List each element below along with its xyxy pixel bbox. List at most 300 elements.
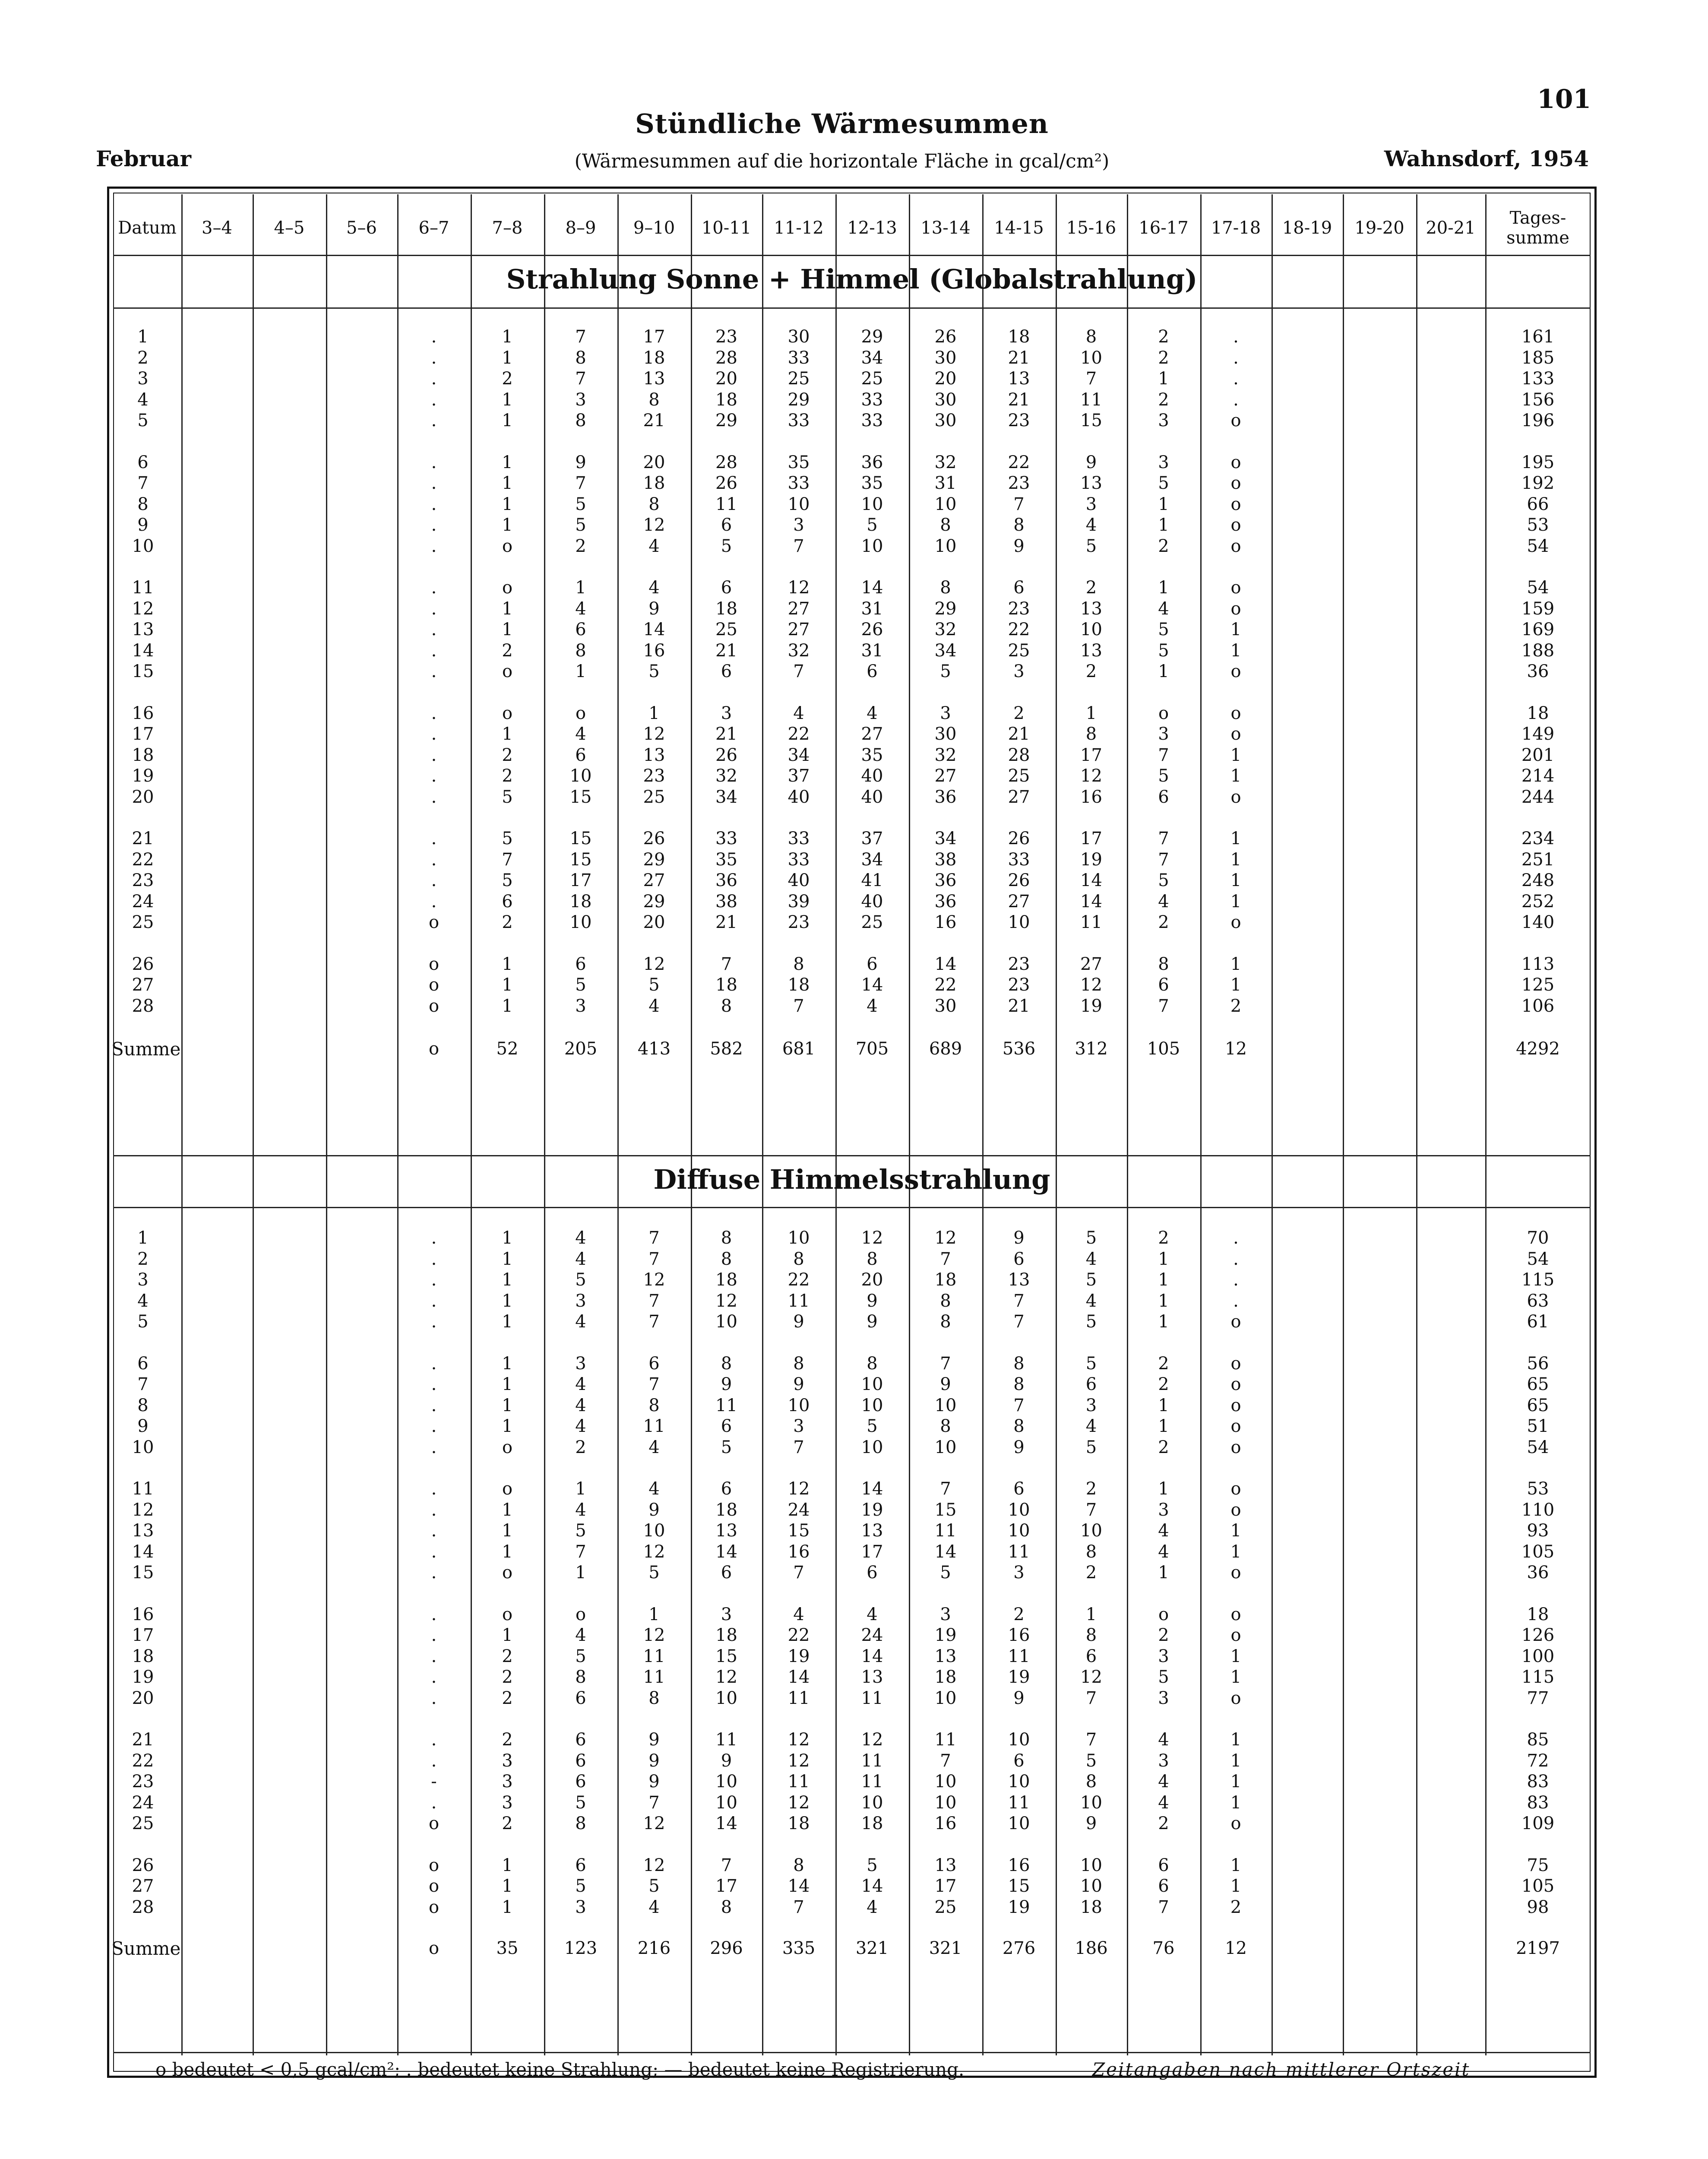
table-cell: 1: [575, 1563, 586, 1583]
table-cell: 2: [1158, 1437, 1169, 1457]
table-cell: 1: [1158, 1395, 1169, 1415]
table-cell: 5: [1085, 1228, 1097, 1248]
row-date: 8: [137, 1395, 149, 1415]
page-title: Stündliche Wärmesummen: [635, 108, 1049, 139]
table-cell: 126: [1521, 1625, 1555, 1645]
table-cell: 16: [1080, 787, 1102, 807]
table-cell: o: [575, 1604, 586, 1624]
table-cell: 4: [648, 1897, 660, 1917]
table-cell: 4: [648, 1479, 660, 1499]
table-cell: 3: [1085, 494, 1097, 514]
row-date: 19: [132, 766, 154, 786]
table-cell: 35: [715, 849, 737, 870]
table-cell: 1: [575, 662, 586, 681]
table-cell: o: [1230, 1814, 1241, 1833]
column-header: 7–8: [492, 218, 523, 238]
table-cell: 65: [1527, 1374, 1549, 1394]
table-cell: 1: [502, 1374, 513, 1394]
table-cell: 54: [1527, 536, 1549, 556]
table-cell: 38: [934, 849, 957, 870]
table-cell: .: [431, 724, 437, 744]
table-cell: 26: [934, 327, 957, 347]
table-cell: 30: [934, 389, 957, 410]
table-cell: 12: [643, 724, 665, 744]
row-divider: [113, 307, 1591, 309]
table-cell: o: [428, 996, 440, 1016]
table-cell: o: [1230, 703, 1241, 723]
table-cell: 77: [1527, 1688, 1549, 1708]
column-header: 17-18: [1211, 218, 1261, 238]
table-cell: -: [431, 1772, 437, 1792]
row-date: 27: [132, 1876, 154, 1896]
table-cell: o: [502, 1604, 513, 1624]
table-cell: 3: [1158, 1751, 1169, 1771]
table-cell: o: [428, 912, 440, 932]
table-cell: 1: [575, 578, 586, 598]
table-cell: 6: [1013, 1249, 1025, 1269]
table-cell: 3: [721, 1604, 732, 1624]
table-cell: 6: [721, 515, 732, 535]
table-cell: 7: [575, 327, 586, 347]
table-cell: 105: [1521, 1542, 1555, 1562]
table-cell: 10: [1080, 348, 1102, 368]
table-cell: 1: [1230, 1792, 1242, 1813]
table-cell: 34: [788, 745, 810, 765]
table-cell: 4: [575, 1249, 586, 1269]
table-cell: 27: [934, 766, 957, 786]
table-cell: .: [431, 745, 437, 765]
table-cell: 7: [575, 369, 586, 389]
table-cell: 14: [715, 1814, 737, 1833]
row-date: 25: [132, 912, 154, 932]
table-cell: 1: [502, 348, 513, 368]
row-divider: [113, 2052, 1591, 2053]
table-cell: 4: [867, 703, 878, 723]
table-cell: 13: [715, 1521, 737, 1541]
table-cell: 14: [1080, 891, 1102, 912]
table-cell: 140: [1521, 912, 1555, 932]
table-cell: 5: [1085, 536, 1097, 556]
table-cell: o: [1230, 411, 1241, 431]
table-cell: 12: [861, 1730, 883, 1750]
table-cell: 5: [575, 515, 586, 535]
table-cell: 15: [934, 1500, 957, 1520]
table-cell: 33: [861, 389, 883, 410]
table-cell: 18: [788, 1814, 810, 1833]
row-date: 12: [132, 1500, 154, 1520]
table-cell: .: [431, 452, 437, 472]
row-date: 24: [132, 891, 154, 912]
row-date: 27: [132, 975, 154, 995]
table-cell: 10: [934, 1395, 957, 1415]
table-cell: 17: [643, 327, 665, 347]
sum-cell: 582: [710, 1039, 743, 1059]
table-cell: 4: [648, 536, 660, 556]
table-cell: 7: [940, 1479, 951, 1499]
table-cell: 14: [1080, 871, 1102, 890]
table-cell: 5: [502, 787, 513, 807]
table-cell: 1: [1230, 849, 1242, 870]
table-cell: .: [431, 578, 437, 598]
table-cell: .: [431, 369, 437, 389]
table-cell: 33: [788, 473, 810, 493]
table-cell: 1: [648, 703, 660, 723]
table-cell: 22: [1008, 620, 1030, 639]
table-cell: 18: [861, 1814, 883, 1833]
table-cell: 4: [648, 578, 660, 598]
table-cell: 9: [793, 1374, 804, 1394]
table-cell: 25: [861, 912, 883, 932]
column-header: 15-16: [1066, 218, 1117, 238]
table-cell: 14: [861, 1479, 883, 1499]
table-cell: 21: [715, 912, 737, 932]
table-cell: 7: [1158, 829, 1169, 848]
table-cell: 30: [934, 724, 957, 744]
table-cell: 8: [721, 1228, 732, 1248]
table-cell: 9: [648, 1772, 660, 1792]
table-cell: 10: [569, 766, 592, 786]
table-cell: 5: [575, 1646, 586, 1666]
table-cell: 18: [643, 348, 665, 368]
table-cell: 10: [934, 1437, 957, 1457]
table-cell: 6: [1158, 787, 1169, 807]
table-cell: o: [428, 1855, 440, 1875]
table-cell: 2: [1158, 1374, 1169, 1394]
sum-cell: o: [428, 1938, 440, 1958]
table-cell: 2: [1158, 348, 1169, 368]
table-cell: .: [431, 871, 437, 890]
table-cell: 2: [502, 1667, 513, 1687]
table-cell: 11: [1080, 912, 1102, 932]
row-date: 20: [132, 1688, 154, 1708]
table-cell: 3: [502, 1751, 513, 1771]
table-cell: 8: [1085, 724, 1097, 744]
table-cell: 26: [715, 473, 737, 493]
table-cell: 5: [1085, 1312, 1097, 1332]
table-cell: .: [431, 1395, 437, 1415]
table-cell: 5: [575, 494, 586, 514]
table-cell: 13: [643, 745, 665, 765]
table-cell: o: [1158, 1604, 1169, 1624]
row-date: 26: [132, 954, 154, 974]
table-cell: 248: [1521, 871, 1555, 890]
table-cell: 12: [788, 1751, 810, 1771]
sum-label: Summe: [111, 1038, 181, 1060]
table-cell: 6: [575, 745, 586, 765]
table-cell: 10: [1008, 912, 1030, 932]
table-cell: 1: [502, 954, 513, 974]
table-cell: 2: [1085, 1479, 1097, 1499]
table-cell: 1: [502, 620, 513, 639]
row-date: 7: [137, 473, 149, 493]
table-cell: o: [1230, 1625, 1241, 1645]
column-divider: [471, 194, 472, 2055]
table-cell: 6: [1158, 1876, 1169, 1896]
table-cell: 15: [715, 1646, 737, 1666]
table-cell: .: [431, 1751, 437, 1771]
table-cell: 7: [575, 1542, 586, 1562]
table-cell: 1: [1230, 620, 1242, 639]
table-cell: 17: [1080, 745, 1102, 765]
table-cell: o: [502, 578, 513, 598]
table-cell: .: [1233, 1228, 1239, 1248]
table-cell: 40: [861, 787, 883, 807]
table-cell: 20: [643, 452, 665, 472]
table-cell: 7: [793, 536, 804, 556]
table-cell: 17: [715, 1876, 737, 1896]
table-cell: 18: [715, 1270, 737, 1290]
table-cell: .: [1233, 389, 1239, 410]
table-cell: 5: [648, 975, 660, 995]
table-cell: o: [428, 1876, 440, 1896]
column-divider: [1485, 194, 1487, 2055]
table-cell: 3: [1158, 1500, 1169, 1520]
row-date: 16: [132, 1604, 154, 1624]
row-date: 16: [132, 703, 154, 723]
table-cell: 12: [1080, 766, 1102, 786]
table-cell: 6: [1013, 1479, 1025, 1499]
row-date: 5: [137, 411, 149, 431]
table-cell: 16: [1008, 1625, 1030, 1645]
table-cell: 5: [721, 536, 732, 556]
column-header: 6–7: [418, 218, 449, 238]
table-cell: 31: [861, 598, 883, 619]
row-date: 2: [137, 348, 149, 368]
sum-cell: 205: [564, 1039, 598, 1059]
table-cell: 1: [1230, 829, 1242, 848]
table-cell: 5: [575, 1521, 586, 1541]
table-cell: 40: [861, 766, 883, 786]
table-cell: 3: [575, 1291, 586, 1311]
table-cell: 9: [721, 1751, 732, 1771]
table-cell: 8: [721, 1897, 732, 1917]
table-cell: 5: [1085, 1751, 1097, 1771]
table-cell: o: [1230, 598, 1241, 619]
table-cell: .: [431, 787, 437, 807]
table-cell: 35: [861, 473, 883, 493]
table-cell: 5: [1158, 640, 1169, 661]
table-cell: 27: [861, 724, 883, 744]
table-cell: 7: [940, 1751, 951, 1771]
table-cell: 16: [1008, 1855, 1030, 1875]
table-cell: 1: [1158, 1249, 1169, 1269]
table-cell: 13: [934, 1646, 957, 1666]
table-cell: 3: [1158, 724, 1169, 744]
column-divider: [253, 194, 254, 2055]
table-cell: 19: [1008, 1897, 1030, 1917]
table-cell: 12: [788, 1730, 810, 1750]
table-cell: 26: [861, 620, 883, 639]
column-divider: [181, 194, 183, 2055]
table-cell: o: [1230, 473, 1241, 493]
table-cell: 5: [867, 1855, 878, 1875]
table-cell: 3: [575, 996, 586, 1016]
table-cell: 3: [940, 1604, 951, 1624]
table-cell: 7: [940, 1249, 951, 1269]
table-cell: 18: [1527, 1604, 1549, 1624]
table-cell: 6: [575, 1772, 586, 1792]
table-cell: 4: [1085, 515, 1097, 535]
table-cell: 35: [788, 452, 810, 472]
table-cell: .: [431, 515, 437, 535]
table-cell: 5: [1158, 473, 1169, 493]
table-cell: 23: [1008, 954, 1030, 974]
table-cell: o: [1230, 1416, 1241, 1436]
table-cell: o: [1230, 1437, 1241, 1457]
column-header: 13-14: [920, 218, 971, 238]
table-cell: 109: [1521, 1814, 1555, 1833]
table-cell: 16: [934, 1814, 957, 1833]
sum-cell: 35: [496, 1938, 519, 1958]
table-cell: 2: [1158, 1814, 1169, 1833]
table-cell: 66: [1527, 494, 1549, 514]
table-cell: 30: [934, 411, 957, 431]
table-cell: 1: [502, 1500, 513, 1520]
table-cell: .: [431, 1521, 437, 1541]
table-cell: 10: [1008, 1500, 1030, 1520]
table-cell: 32: [934, 452, 957, 472]
sum-cell: 12: [1225, 1938, 1247, 1958]
table-cell: 10: [788, 1395, 810, 1415]
table-cell: 244: [1521, 787, 1555, 807]
table-cell: .: [431, 662, 437, 681]
table-cell: 105: [1521, 1876, 1555, 1896]
table-cell: 21: [643, 411, 665, 431]
table-cell: 5: [1158, 1667, 1169, 1687]
table-cell: 11: [861, 1751, 883, 1771]
station-label: Wahnsdorf, 1954: [1384, 146, 1589, 171]
table-cell: 2: [575, 1437, 586, 1457]
table-cell: 9: [648, 598, 660, 619]
column-header: 9–10: [633, 218, 675, 238]
table-cell: .: [1233, 1270, 1239, 1290]
column-header: Tages- summe: [1506, 208, 1569, 248]
table-cell: 22: [1008, 452, 1030, 472]
sum-cell: 216: [637, 1938, 671, 1958]
table-cell: 6: [721, 1416, 732, 1436]
table-cell: 115: [1521, 1667, 1555, 1687]
table-cell: .: [431, 1291, 437, 1311]
table-cell: 2: [502, 369, 513, 389]
table-cell: o: [1230, 1688, 1241, 1708]
table-cell: 29: [934, 598, 957, 619]
table-cell: 1: [502, 1416, 513, 1436]
table-cell: 10: [715, 1792, 737, 1813]
sum-cell: 76: [1152, 1938, 1175, 1958]
table-cell: 10: [788, 494, 810, 514]
table-cell: 7: [721, 1855, 732, 1875]
sum-cell: 123: [564, 1938, 598, 1958]
table-cell: 1: [502, 327, 513, 347]
month-label: Februar: [96, 146, 191, 171]
table-cell: 14: [715, 1542, 737, 1562]
table-cell: 34: [861, 849, 883, 870]
table-cell: 2: [1158, 1625, 1169, 1645]
row-divider: [113, 1155, 1591, 1156]
table-cell: 4: [575, 1374, 586, 1394]
table-cell: 10: [569, 912, 592, 932]
column-divider: [1127, 194, 1128, 2055]
table-cell: 21: [715, 640, 737, 661]
table-cell: 33: [788, 849, 810, 870]
table-cell: 8: [1013, 1353, 1025, 1374]
row-date: 13: [132, 620, 154, 639]
row-date: 10: [132, 1437, 154, 1457]
table-cell: 23: [1008, 411, 1030, 431]
table-cell: 9: [1013, 1437, 1025, 1457]
table-cell: 10: [1080, 1521, 1102, 1541]
table-cell: 7: [575, 473, 586, 493]
table-cell: 10: [1080, 1792, 1102, 1813]
table-cell: 2: [1158, 389, 1169, 410]
table-cell: 32: [934, 620, 957, 639]
table-cell: 8: [1085, 327, 1097, 347]
row-date: 14: [132, 1542, 154, 1562]
table-cell: 36: [934, 871, 957, 890]
table-cell: 10: [861, 1792, 883, 1813]
table-cell: 6: [867, 1563, 878, 1583]
table-cell: 1: [1230, 1730, 1242, 1750]
table-cell: 11: [715, 1730, 737, 1750]
row-date: 21: [132, 829, 154, 848]
table-cell: 13: [934, 1855, 957, 1875]
sum-cell: 12: [1225, 1039, 1247, 1059]
table-cell: 36: [1527, 662, 1549, 681]
table-cell: 23: [643, 766, 665, 786]
table-cell: 29: [715, 411, 737, 431]
table-cell: 18: [715, 1625, 737, 1645]
table-cell: 19: [934, 1625, 957, 1645]
table-cell: 40: [788, 787, 810, 807]
table-cell: 2: [1013, 1604, 1025, 1624]
table-cell: 1: [1158, 369, 1169, 389]
table-cell: 7: [1158, 996, 1169, 1016]
table-cell: 3: [1158, 1646, 1169, 1666]
table-cell: o: [1230, 1353, 1241, 1374]
table-cell: 18: [569, 891, 592, 912]
table-cell: o: [1230, 536, 1241, 556]
table-cell: 13: [1080, 473, 1102, 493]
table-cell: 1: [502, 1291, 513, 1311]
column-header: 4–5: [274, 218, 305, 238]
table-cell: 6: [502, 891, 513, 912]
table-cell: 1: [502, 1855, 513, 1875]
table-cell: o: [1230, 912, 1241, 932]
table-cell: 9: [721, 1374, 732, 1394]
table-cell: 1: [502, 515, 513, 535]
table-cell: 8: [793, 1855, 804, 1875]
table-cell: 9: [648, 1500, 660, 1520]
row-date: 9: [137, 1416, 149, 1436]
row-date: 21: [132, 1730, 154, 1750]
table-cell: 16: [934, 912, 957, 932]
table-cell: 1: [502, 1395, 513, 1415]
table-cell: 7: [648, 1249, 660, 1269]
table-cell: 3: [1085, 1395, 1097, 1415]
table-cell: 188: [1521, 640, 1555, 661]
table-cell: 1: [1230, 891, 1242, 912]
table-cell: 9: [1013, 1688, 1025, 1708]
table-cell: 10: [861, 1437, 883, 1457]
table-cell: 6: [1158, 1855, 1169, 1875]
table-cell: 1: [502, 975, 513, 995]
table-cell: 10: [1080, 620, 1102, 639]
table-cell: 33: [788, 411, 810, 431]
table-cell: 4: [648, 1437, 660, 1457]
table-cell: 14: [643, 620, 665, 639]
sum-cell: 689: [929, 1039, 962, 1059]
table-cell: 33: [1008, 849, 1030, 870]
